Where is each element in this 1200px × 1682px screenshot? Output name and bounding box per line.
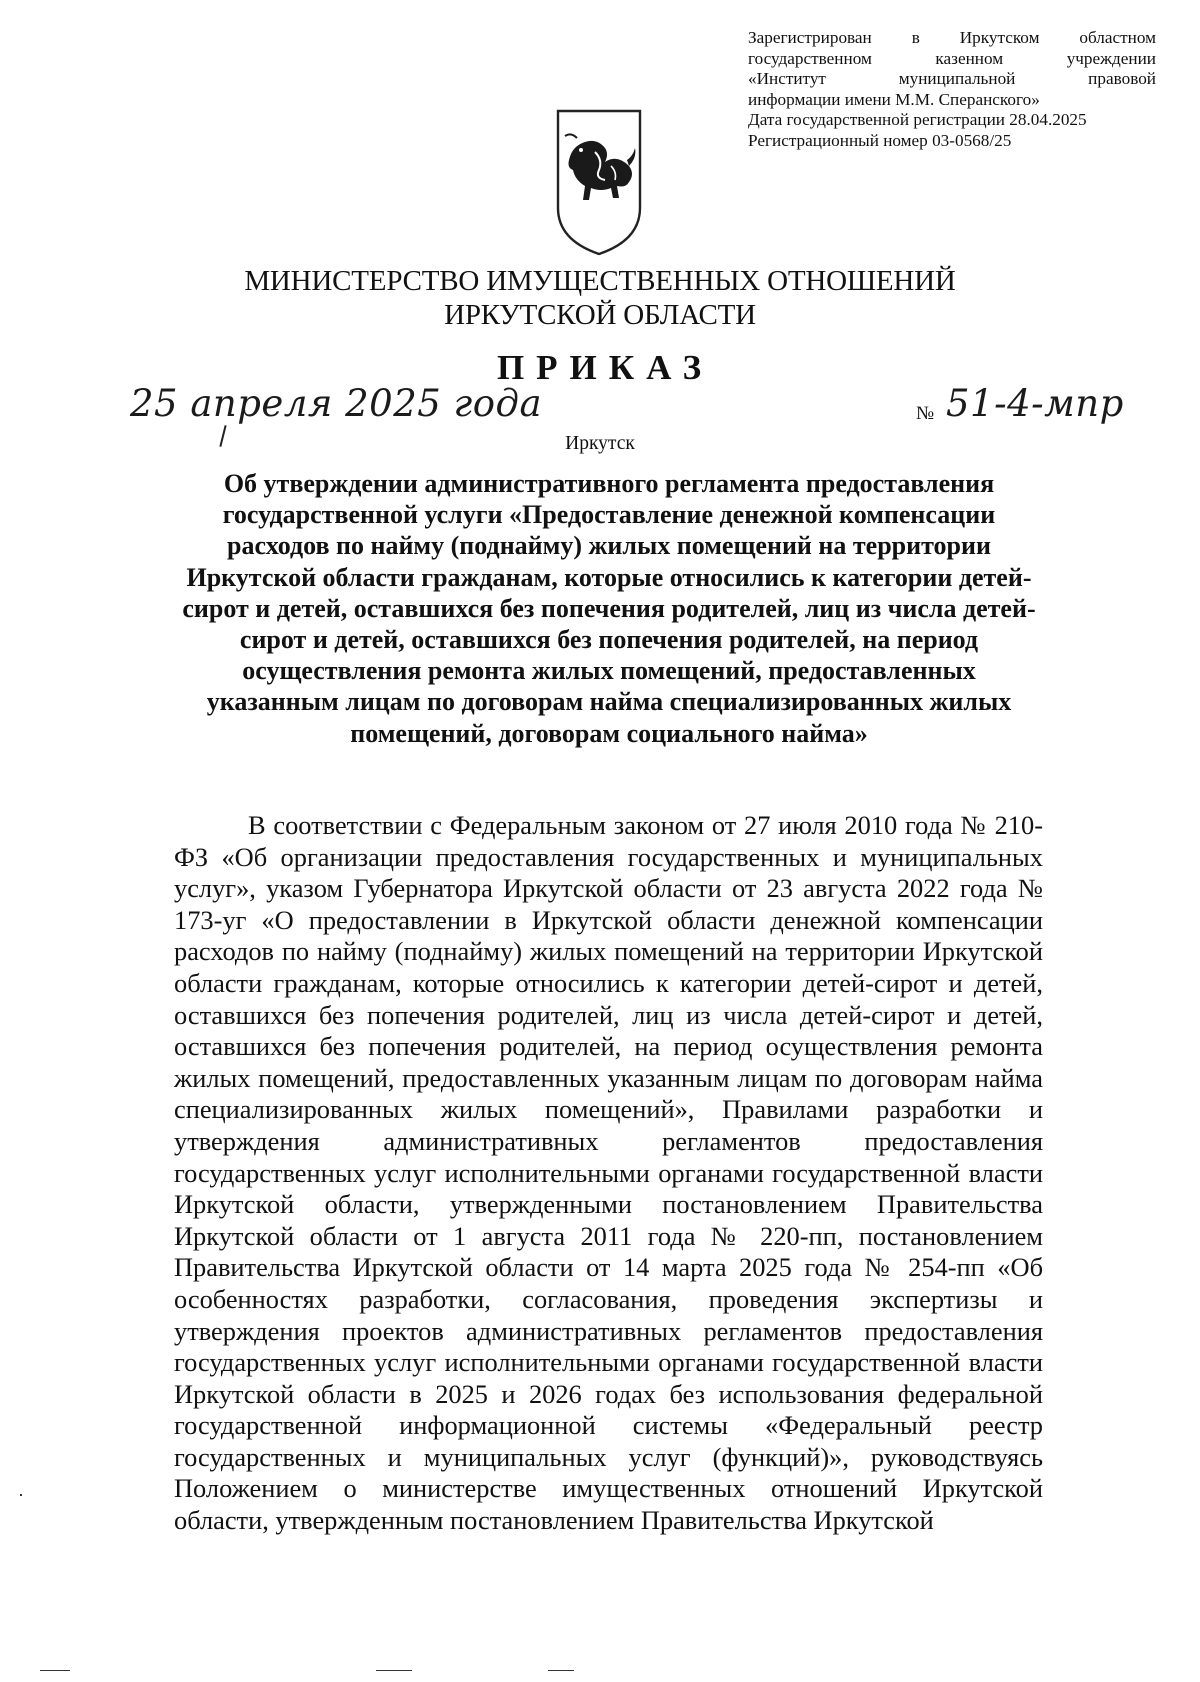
- registration-stamp: [748, 28, 1156, 152]
- registration-stamp-line: Регистрационный номер 03-0568/25: [748, 130, 1012, 150]
- registration-stamp-line: информации имени М.М. Сперанского»: [748, 89, 1040, 109]
- number-sign: №: [916, 403, 935, 424]
- scan-speck: [376, 1670, 412, 1671]
- registration-stamp-line: Дата государственной регистрации 28.04.2025: [748, 110, 1087, 130]
- scan-speck: [40, 1670, 70, 1671]
- ministry-name-line-1: МИНИСТЕРСТВО ИМУЩЕСТВЕННЫХ ОТНОШЕНИЙ: [244, 265, 956, 297]
- ministry-name-line-2: ИРКУТСКОЙ ОБЛАСТИ: [444, 299, 756, 331]
- handwritten-date: 25 апреля 2025 года: [130, 382, 543, 425]
- body-paragraph: В соответствии с Федеральным законом от 27 июля 2010 года № 210-ФЗ «Об организации предоставления государственных и муниципальных услуг», указом Губернатора Иркутской области от 23 августа 2022 года № 173-уг «О предоставлении в Иркутской области денежной компенсации расходов по найму (поднайму) жилых помещений на территории Иркутской области гражданам, которые относились к категории детей-сирот и детей, оставшихся без попечения родителей, лиц из числа детей-сирот и детей, оставшихся без попечения родителей, на период осуществления ремонта жилых помещений, предоставленных указанным лицам по договорам найма специализированных жилых помещений», Правилами разработки и утверждения административных регламентов предоставления государственных услуг исполнительными органами государственной власти Иркутской области, утвержденными постановлением Правительства Иркутской области от 1 августа 2011 года № 220-пп, постановлением Правительства Иркутской области от 14 марта 2025 года № 254-пп «Об особенностях разработки, согласования, проведения экспертизы и утверждения проектов административных регламентов предоставления государственных услуг исполнительными органами государственной власти Иркутской области в 2025 и 2026 годах без использования федеральной государственной информационной системы «Федеральный реестр государственных и муниципальных услуг (функций)», руководствуясь Положением о министерстве имущественных отношений Иркутской области, утвержденным постановлением Правительства Иркутской: [174, 810, 1043, 1536]
- registration-stamp-line: государственном казенном учреждении: [748, 48, 1156, 68]
- order-title: Об утверждении административного регламента предоставления государственной услуги «Предоставление денежной компенсации расходов по найму (поднайму) жилых помещений на территории Иркутской области гражданам, которые относились к категории детей-сирот и детей, оставшихся без попечения родителей, лиц из числа детей-сирот и детей, оставшихся без попечения родителей, на период осуществления ремонта жилых помещений, предоставленных указанным лицам по договорам найма специализированных жилых помещений, договорам социального найма»: [182, 469, 1036, 748]
- irkutsk-coat-of-arms-icon: [555, 108, 643, 258]
- scan-speck: [548, 1670, 574, 1671]
- scan-speck: [20, 1494, 22, 1496]
- document-type-heading: ПРИКАЗ: [496, 348, 714, 387]
- registration-stamp-line: Зарегистрирован в Иркутском областном: [748, 28, 1156, 47]
- city-name: Иркутск: [565, 433, 635, 454]
- handwritten-order-number: 51-4-мпр: [946, 382, 1124, 425]
- registration-stamp-line: «Институт муниципальной правовой: [748, 69, 1156, 89]
